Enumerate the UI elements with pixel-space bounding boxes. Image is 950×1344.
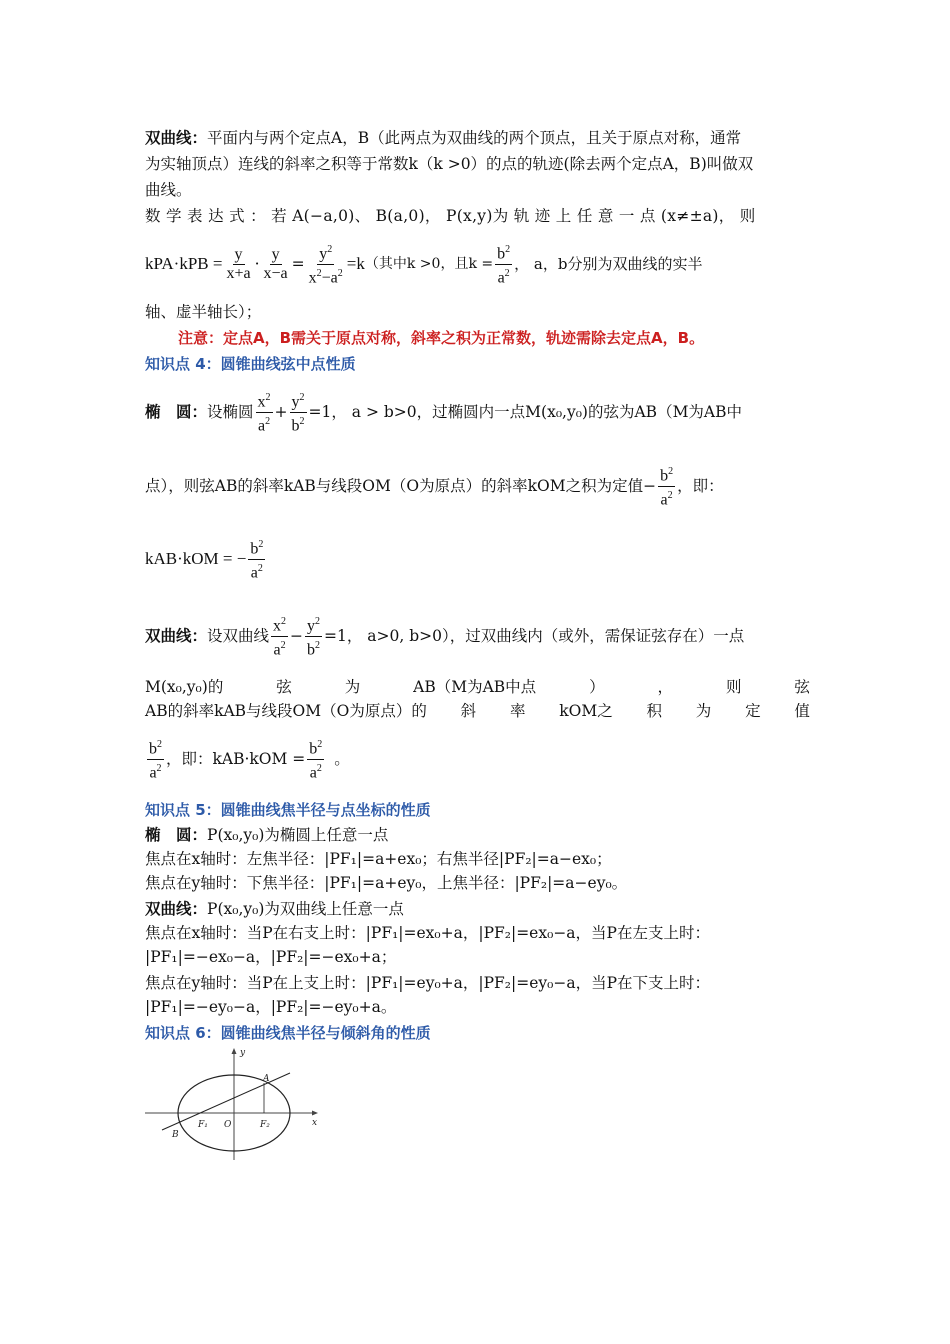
hyperbola-chord-line3 <box>145 700 810 722</box>
fraction-b2-over-a2: $\frac{b^2}{a^2}$ <box>495 241 512 287</box>
ellipse-line2a: 点），则弦AB的斜率kAB与线段OM（O为原点）的斜率kOM之积为定值− <box>145 477 657 495</box>
fraction-b2-over-a2-2: $\frac{b^2}{a^2}$ <box>658 463 675 509</box>
focal-hyperbola-y2: |PF₁|=−ey₀−a，|PF₂|=−ey₀+a。 <box>145 998 397 1016</box>
hyperbola-intro-line2: 为实轴顶点）连线的斜率之积等于常数k（k >0）的点的轨迹(除去两个定点A，B)叫做双 <box>145 155 754 173</box>
hyper-end: 。 <box>334 750 350 768</box>
ellipse-chord-line1: 椭 圆： 设椭圆 $\frac{x^2}{a^2}$ + $\frac{y^2}{b^2}$ =1， a > b>0，过椭圆内一点M(x₀,y₀)的弦为AB（M为AB中 <box>145 388 810 436</box>
fraction-y2-over-x2-a2: $\frac{y^2}{x^2-a^2}$ <box>307 241 345 287</box>
x-axis-arrow <box>312 1111 318 1116</box>
fraction-x2-over-a2: $\frac{x^2}{a^2}$ <box>256 389 273 435</box>
hyperbola-chord-line2 <box>145 676 810 698</box>
expression-label: 数 学 表 达 式 ： 若 A(−a,0)、 B(a,0)， P(x,y)为 轨 迹 上 任 意 一 点 (x≠±a)， 则 <box>145 207 756 225</box>
label-O: O <box>224 1120 232 1130</box>
note-line <box>178 327 843 349</box>
fraction-y-over-x-plus-a: $\frac{y}{x+a}$ <box>226 245 251 282</box>
label-y: y <box>240 1048 246 1058</box>
section5-title: 知识点 5：圆锥曲线焦半径与点坐标的性质 <box>145 801 431 819</box>
focal-ellipse-line <box>145 824 810 846</box>
formula-mid: （其中k >0，且k = <box>364 256 494 272</box>
hyper-line1b: =1， a>0, b>0），过双曲线内（或外，需保证弦存在）一点 <box>324 627 745 645</box>
focal-hyperbola-text: P(x₀,y₀)为双曲线上任意一点 <box>207 900 404 918</box>
h2-w5: ， <box>657 678 674 696</box>
h3-w2: 率 <box>509 702 526 720</box>
hyperbola-chord-line1: 双曲线： 设双曲线 $\frac{x^2}{a^2}$ − $\frac{y^2}{b^2}$ =1， a>0, b>0），过双曲线内（或外，需保证弦存在）一点 <box>145 612 810 660</box>
hyperbola-chord-result <box>145 735 810 783</box>
focal-ellipse-label: 椭 圆： <box>145 826 208 844</box>
h3-w5: 为 <box>695 702 712 720</box>
focal-hyperbola-line <box>145 898 810 920</box>
h2-w2: 为 <box>344 678 361 696</box>
formula-right: ， a，b分别为双曲线的实半 <box>514 255 703 273</box>
section4-title: 知识点 4：圆锥曲线弦中点性质 <box>145 355 356 373</box>
ellipse-line2b: ，即： <box>677 477 724 495</box>
h2-w0: M(x₀,y₀)的 <box>145 678 224 696</box>
h2-w4: ） <box>589 678 605 696</box>
slope-product-formula: kPA·kPB = $\frac{y}{x+a}$ · $\frac{y}{x-a}$ = $\frac{y^2}{x^2-a^2}$ =k （其中k >0，且k = $\frac{b^2}{a^2}$ ， a，b分别为双曲线的实半 <box>145 240 810 288</box>
label-x: x <box>312 1118 318 1128</box>
hyper-line1a: 设双曲线 <box>207 627 270 645</box>
h2-w7: 弦 <box>794 678 810 696</box>
focal-hyperbola-x2: |PF₁|=−ex₀−a，|PF₂|=−ex₀+a； <box>145 948 397 966</box>
h2-w1: 弦 <box>276 678 292 696</box>
hyper-line4: ，即：kAB·kOM = <box>166 750 306 768</box>
h3-w4: 积 <box>646 702 663 720</box>
ellipse-chord-result <box>145 535 810 583</box>
fraction-y-over-x-minus-a: $\frac{y}{x-a}$ <box>263 245 288 282</box>
focal-ellipse-y: 焦点在y轴时：下焦半径：|PF₁|=a+ey₀，上焦半径：|PF₂|=a−ey₀。 <box>145 874 628 892</box>
focal-ellipse-text: P(x₀,y₀)为椭圆上任意一点 <box>207 826 389 844</box>
y-axis-arrow <box>232 1048 237 1054</box>
hyperbola-intro-line1 <box>145 127 810 149</box>
h2-w3: AB（M为AB中点 <box>413 678 537 696</box>
h3-w7: 值 <box>794 702 810 720</box>
fraction-y2-over-b2: $\frac{y^2}{b^2}$ <box>290 389 307 435</box>
focal-hyperbola-y1: 焦点在y轴时：当P在上支上时：|PF₁|=ey₀+a，|PF₂|=ey₀−a，当P在下支上时： <box>145 974 711 992</box>
h2-w6: 则 <box>725 678 742 696</box>
ellipse-focal-figure <box>140 1045 330 1165</box>
fraction-y2-over-b2-h: $\frac{y^2}{b^2}$ <box>305 613 322 659</box>
h3-w6: 定 <box>745 702 761 720</box>
ellipse-line1b: =1， a > b>0，过椭圆内一点M(x₀,y₀)的弦为AB（M为AB中 <box>308 403 743 421</box>
fraction-b2-over-a2-h2: $\frac{b^2}{a^2}$ <box>147 736 164 782</box>
fraction-x2-over-a2-h: $\frac{x^2}{a^2}$ <box>271 613 288 659</box>
ellipse-result-text: kAB·kOM = − <box>145 549 247 568</box>
focal-ellipse-x: 焦点在x轴时：左焦半径：|PF₁|=a+ex₀；右焦半径|PF₂|=a−ex₀； <box>145 850 612 868</box>
formula-left: kPA·kPB = <box>145 254 223 273</box>
hyperbola-label: 双曲线： <box>145 129 208 147</box>
focal-hyperbola-label: 双曲线： <box>145 900 208 918</box>
fraction-b2-over-a2-3: $\frac{b^2}{a^2}$ <box>248 536 265 582</box>
label-A: A <box>263 1074 270 1084</box>
fraction-b2-over-a2-h3: $\frac{b^2}{a^2}$ <box>307 736 324 782</box>
hyperbola-chord-label: 双曲线： <box>145 627 208 645</box>
h3-w3: kOM之 <box>559 702 613 720</box>
ellipse-line1a: 设椭圆 <box>207 403 254 421</box>
h3-w0: AB的斜率kAB与线段OM（O为原点）的 <box>145 702 427 720</box>
section6-title: 知识点 6：圆锥曲线焦半径与倾斜角的性质 <box>145 1024 431 1042</box>
note-label: 注意： <box>178 329 224 347</box>
h3-w1: 斜 <box>460 702 477 720</box>
label-F1: F₁ <box>198 1120 208 1130</box>
note-text: 定点A，B需关于原点对称，斜率之积为正常数，轨迹需除去定点A，B。 <box>223 329 705 347</box>
label-F2: F₂ <box>260 1120 270 1130</box>
focal-hyperbola-x1: 焦点在x轴时：当P在右支上时：|PF₁|=ex₀+a，|PF₂|=ex₀−a，当P在左支上时： <box>145 924 710 942</box>
hyperbola-intro-line3: 曲线。 <box>145 181 192 199</box>
hyperbola-intro-line5: 轴、虚半轴长）； <box>145 303 262 321</box>
hyperbola-text: 平面内与两个定点A，B（此两点为双曲线的两个顶点，且关于原点对称，通常 <box>207 129 742 147</box>
ellipse-chord-line2 <box>145 462 810 510</box>
ellipse-label: 椭 圆： <box>145 403 208 421</box>
label-B: B <box>172 1130 179 1140</box>
